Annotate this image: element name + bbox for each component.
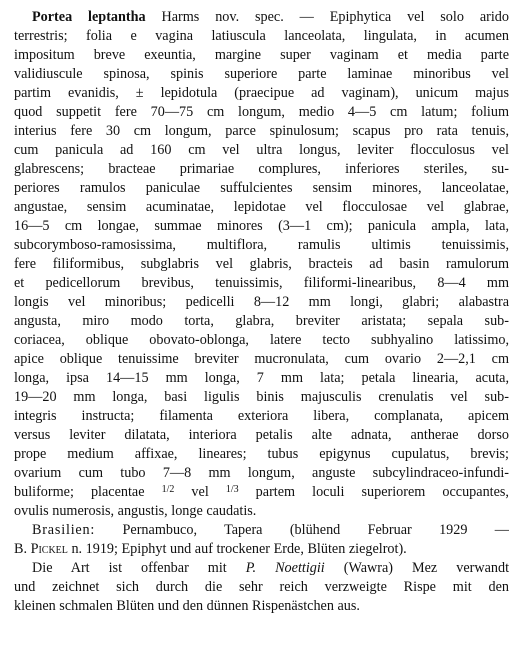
- note-line: Die Art ist offenbar mit P. Noettigii (Wawra) Mez verwandt: [32, 560, 509, 576]
- locality-paragraph: [14, 521, 509, 559]
- description-line: subcorymboso-ramosissima, multiflora, ramulis ultimis tenuissimis,: [14, 237, 509, 253]
- description-line: prope medium affixae, lineares; tubus epigynus cupulatus, brevis;: [14, 446, 509, 462]
- description-line: buliforme; placentae $^{1/2}$ vel $^{1/3}$ partem loculi superiorem occupantes,: [14, 484, 509, 500]
- description-line: periores ramulos paniculae suffulcientes sensim minores, lanceolatae,: [14, 180, 509, 196]
- collector-name: Pickel: [30, 541, 68, 557]
- description-line: partim evanidis, ± lepidotula (praecipue ad vaginam), unicum majus: [14, 85, 509, 101]
- description-line: glabrescens; bracteae primariae complures, inferiores steriles, su-: [14, 161, 509, 177]
- description-line: 16—5 cm longae, summae minores (3—1 cm); panicula ampla, lata,: [14, 218, 509, 234]
- locality-line: B. Pickel n. 1919; Epiphyt und auf trockener Erde, Blüten ziegelrot).: [14, 541, 407, 557]
- fraction-third: 1/3: [225, 484, 239, 495]
- description-line: longa, ipsa 14—15 mm longa, 7 mm lata; petala linearia, acuta,: [14, 370, 509, 386]
- description-line: integris instructa; filamenta exteriora libera, complanata, apicem: [14, 408, 509, 424]
- description-line: cum panicula ad 160 cm vel ultra longus, leviter flocculosus vel: [14, 142, 509, 158]
- note-paragraph: [14, 559, 509, 616]
- locality-line: Brasilien: Pernambuco, Tapera (blühend Februar 1929 —: [32, 522, 509, 538]
- description-line: et pedicellorum brevibus, tenuissimis, filiformi-linearibus, 8—4 mm: [14, 275, 509, 291]
- description-line: coriacea, oblique obovato-oblonga, latere tecto subhyalino latissimo,: [14, 332, 509, 348]
- fraction-half: 1/2: [161, 484, 175, 495]
- description-line: ovarium cum tubo 7—8 mm longum, anguste subcylindraceo-infundi-: [14, 465, 509, 481]
- locality-region: Brasilien:: [32, 522, 96, 538]
- note-line: und zeichnet sich durch die sehr reich verzweigte Rispe mit den: [14, 579, 509, 595]
- description-line: impositum breve exeuntia, margine super vaginam et media parte: [14, 47, 509, 63]
- species-reference: P. Noettigii: [245, 560, 325, 576]
- description-line: validiuscule spinosa, spinis superiore parte laminae minoribus vel: [14, 66, 509, 82]
- description-line: quod suppetit fere 70—75 cm longum, medio 4—5 cm latum; folium: [14, 104, 509, 120]
- species-name: Portea leptantha: [32, 9, 146, 25]
- species-description: [14, 8, 509, 521]
- description-line: versus leviter dilatata, interiora petalis alte adnata, antherae dorso: [14, 427, 509, 443]
- note-line: kleinen schmalen Blüten und den dünnen Rispenästchen aus.: [14, 598, 360, 614]
- description-line: Portea leptantha Harms nov. spec. — Epiphytica vel solo arido: [32, 9, 509, 25]
- description-line: interius fere 30 cm longum, parce spinulosum; scapus pro rata tenuis,: [14, 123, 509, 139]
- description-line: fere filiformibus, subglabris vel glabris, bracteis ad basin ramulorum: [14, 256, 509, 272]
- description-line: angusta, miro modo torta, glabra, breviter aristata; sepala sub-: [14, 313, 509, 329]
- description-line: ovulis numerosis, angustis, longe caudatis.: [14, 503, 257, 519]
- description-line: longis vel minoribus; pedicelli 8—12 mm longi, glabri; alabastra: [14, 294, 509, 310]
- description-line: angustae, sensim acuminatae, lepidotae vel flocculosae vel glabrae,: [14, 199, 509, 215]
- description-line: apice oblique tenuissime breviter mucronulata, cum ovario 2—2,1 cm: [14, 351, 509, 367]
- description-line: terrestris; folia e vagina latiuscula lanceolata, lingulata, in acumen: [14, 28, 509, 44]
- description-line: 19—20 mm longa, basi ligulis binis majusculis crenulatis vel sub-: [14, 389, 509, 405]
